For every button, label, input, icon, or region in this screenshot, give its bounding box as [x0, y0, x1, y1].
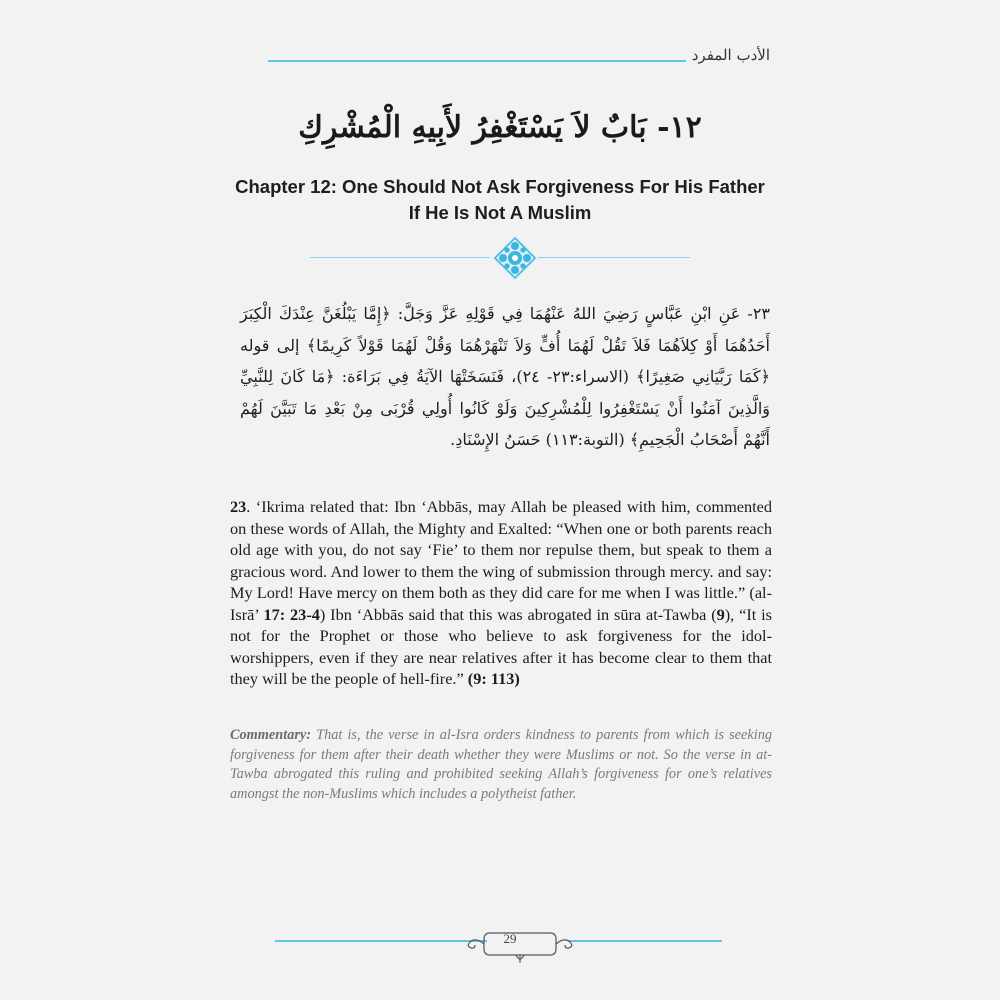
running-header-book-title: الأدب المفرد — [691, 46, 770, 64]
commentary-paragraph — [230, 726, 772, 804]
footer-rule-right — [568, 940, 722, 942]
commentary-text: That is, the verse in al-Isra orders kindness to parents from which is seeking forgiveness for them after their death whether they were Muslims or not. So the verse in at-Tawba abrogated this ruling and prohibited seeking Allah’s forgiveness for one’s relatives amongst the non-Muslims which includes a polytheist father. — [230, 727, 772, 802]
header-rule — [268, 60, 686, 62]
footer-rule-left — [275, 940, 487, 942]
hadith-english-text — [230, 496, 772, 690]
hadith-english-part3: ), “It is not for the Prophet or those who believe to ask forgiveness for the idol-worshippers, even if they are near relatives after it has become clear to them that they will be the people of hell-fire.” — [230, 604, 772, 688]
hadith-english-part1: . ‘Ikrima related that: Ibn ‘Abbās, may Allah be pleased with him, commented on these words of Allah, the Mighty and Exalted: “When one or both parents reach old age with you, do not say ‘Fie’ to them nor repulse them, but speak to them a gracious word. And lower to them the wing of submission through mercy. and say: My Lord! Have mercy on them both as they did care for me when I was little.” (al-Isrā’ — [230, 497, 772, 624]
hadith-reference-3: (9: 113) — [467, 669, 520, 688]
page-number: 29 — [503, 931, 517, 946]
hadith-english-part2: ) Ibn ‘Abbās said that this was abrogated in sūra at-Tawba ( — [319, 604, 717, 624]
chapter-title-english-line2: If He Is Not A Muslim — [408, 202, 592, 223]
hadith-reference-2: 9 — [716, 604, 725, 624]
commentary-label: Commentary: — [230, 727, 312, 743]
chapter-title-english-line1: Chapter 12: One Should Not Ask Forgiveness For His Father — [235, 176, 765, 197]
hadith-reference-1: 17: 23-4 — [263, 604, 320, 624]
chapter-title-arabic: ١٢- بَابٌ لاَ يَسْتَغْفِرُ لأَبِيهِ الْمُشْرِكِ — [298, 110, 702, 145]
ornament-rule-right — [538, 257, 690, 258]
floral-diamond-icon — [490, 233, 540, 283]
hadith-arabic-text: ٢٣- عَنِ ابْنِ عَبَّاسٍ رَضِيَ اللهُ عَنْهُمَا فِي قَوْلِهِ عَزَّ وَجَلَّ: ﴿إِمَّا يَبْلُغَنَّ عِنْدَكَ الْكِبَرَ أَحَدُهُمَا أَوْ كِلاَهُمَا فَلاَ تَقُلْ لَهُمَا أُفٍّ وَلاَ تَنْهَرْهُمَا وَقُلْ لَهُمَا قَوْلاً كَرِيمًا﴾ إلى قوله ﴿كَمَا رَبَّيَانِي صَغِيرًا﴾ (الاسراء:٢٣- ٢٤)، فَنَسَخَتْهَا الآيَةُ فِي بَرَاءَة: ﴿مَا كَانَ لِلنَّبِيِّ وَالَّذِينَ آمَنُوا أَنْ يَسْتَغْفِرُوا لِلْمُشْرِكِينَ وَلَوْ كَانُوا أُولِي قُرْبَى مِنْ بَعْدِ مَا تَبَيَّنَ لَهُمْ أَنَّهُمْ أَصْحَابُ الْجَحِيمِ﴾ (التوبة:١١٣) حَسَنُ الإِسْنَادِ. — [240, 304, 771, 449]
chapter-title-english — [180, 174, 820, 226]
hadith-number: 23 — [230, 497, 247, 516]
ornament-rule-left — [310, 257, 490, 258]
